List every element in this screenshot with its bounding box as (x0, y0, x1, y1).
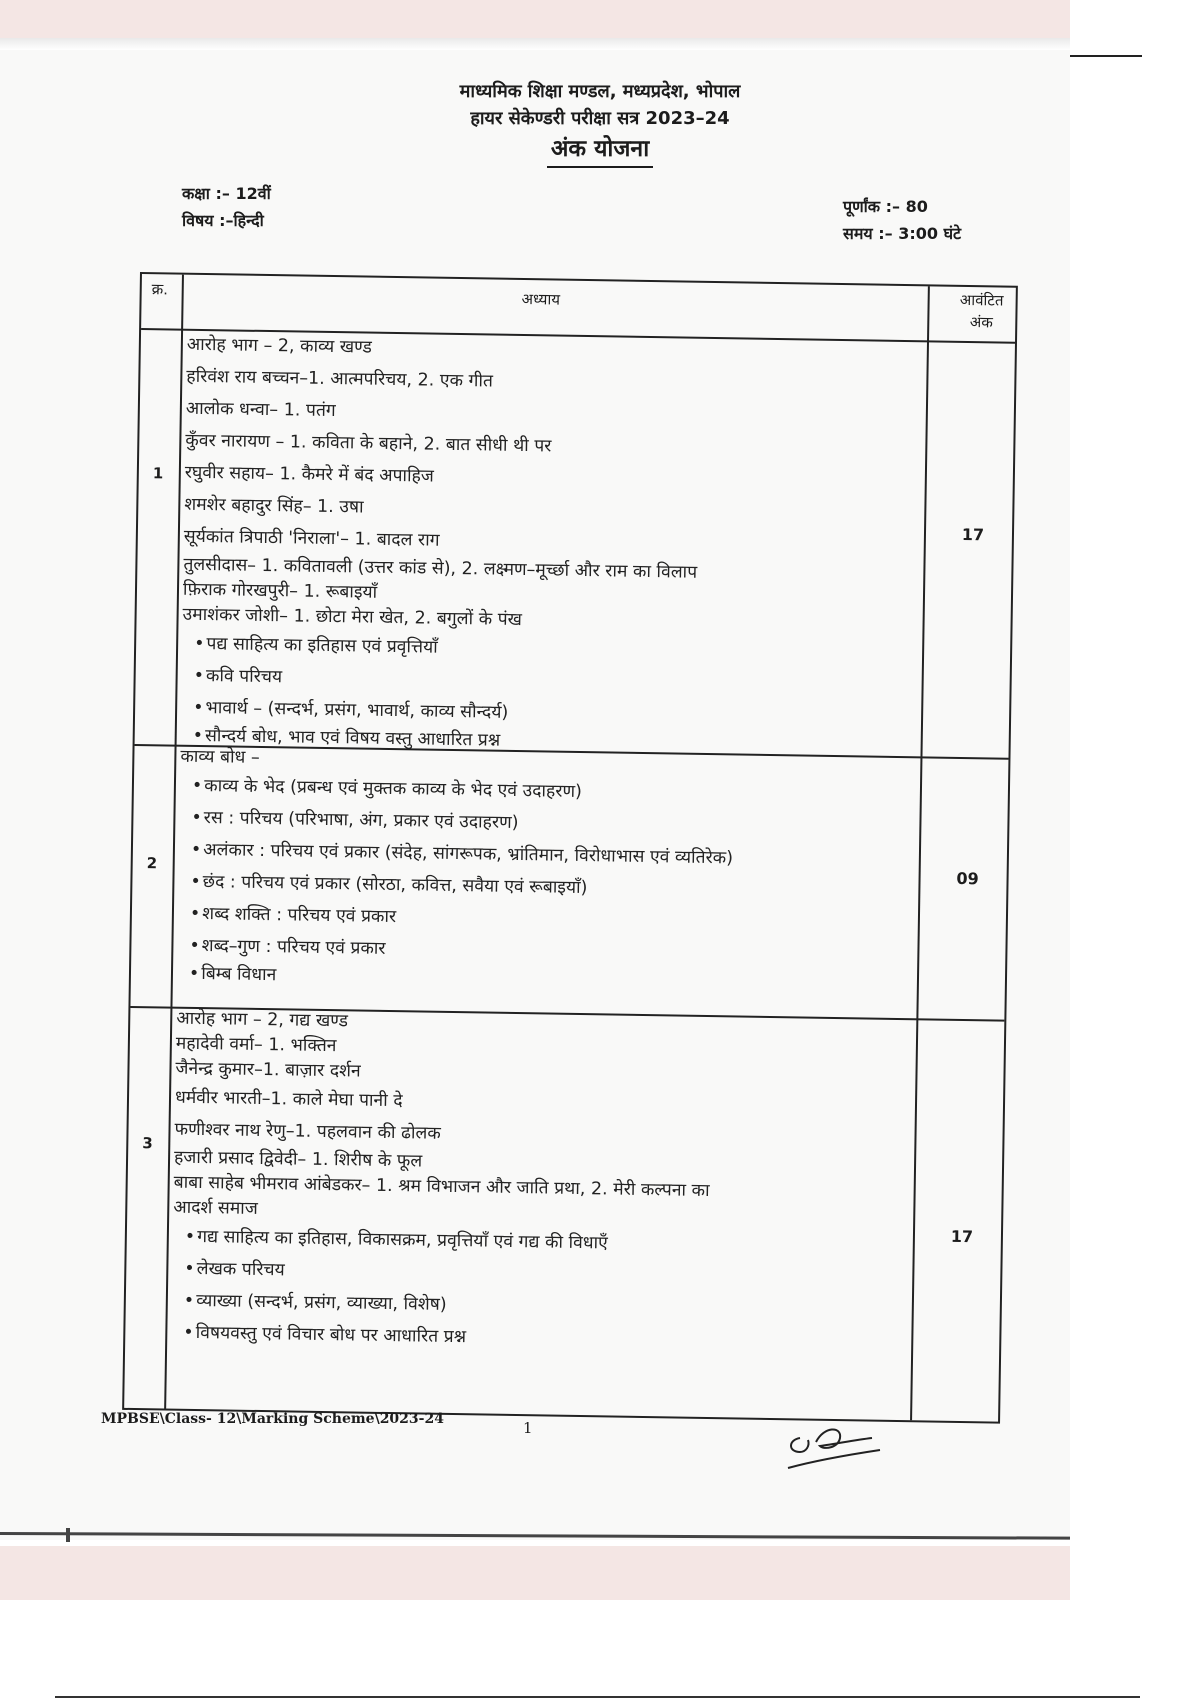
chapter-line: महादेवी वर्मा– 1. भक्तिन (175, 1033, 337, 1057)
bullet-item: • भावार्थ – (सन्दर्भ, प्रसंग, भावार्थ, काव्य सौन्दर्य) (181, 692, 849, 734)
chapter-line: आरोह भाग – 2, गद्य खण्ड (176, 1008, 349, 1032)
bullet-item: • सौन्दर्य बोध, भाव एवं विषय वस्तु आधारित प्रश्न (181, 724, 849, 759)
total-marks-label: पूर्णांक :– 80 (843, 197, 928, 216)
row-content (181, 329, 856, 759)
chapter-line: उमाशंकर जोशी– 1. छोटा मेरा खेत, 2. बगुलों के पंख (182, 604, 523, 631)
chapter-line: आलोक धन्वा– 1. पतंग (185, 398, 336, 422)
header-marks-line2: अंक (969, 313, 993, 332)
row-content (177, 745, 849, 997)
signature-icon (780, 1418, 900, 1478)
header-marks (941, 289, 1022, 334)
scan-top-band (0, 0, 1070, 38)
bullet-item: • गद्य साहित्य का इतिहास, विकासक्रम, प्रवृत्तियाँ एवं गद्य की विधाएँ (173, 1221, 841, 1263)
row-marks: 09 (956, 868, 979, 889)
chapter-line: काव्य बोध – (180, 746, 260, 768)
chapter-line: फ़िराक गोरखपुरी– 1. रूबाइयाँ (182, 579, 378, 603)
scan-top-shadow (0, 38, 1070, 50)
page-edge-tick (66, 1528, 70, 1542)
chapter-line: हरिवंश राय बच्चन–1. आत्मपरिचय, 2. एक गीत (186, 366, 494, 392)
bullet-item: • बिम्ब विधान (177, 962, 845, 997)
class-label: कक्षा :– 12वीं (182, 184, 271, 203)
bullet-item: • लेखक परिचय (172, 1253, 840, 1295)
chapter-line: तुलसीदास– 1. कवितावली (उत्तर कांड से), 2. लक्ष्मण–मूर्च्छा और राम का विलाप (183, 554, 698, 583)
row-number: 2 (146, 854, 158, 873)
page-number: 1 (523, 1419, 533, 1437)
chapter-line: फणीश्वर नाथ रेणु–1. पहलवान की ढोलक (174, 1119, 441, 1144)
chapter-line: हजारी प्रसाद द्विवेदी– 1. शिरीष के फूल (173, 1147, 423, 1172)
chapter-line: जैनेन्द्र कुमार–1. बाज़ार दर्शन (175, 1058, 361, 1082)
chapter-line: आदर्श समाज (173, 1197, 258, 1219)
class-subject-info (182, 180, 271, 234)
row-number: 1 (152, 464, 164, 483)
exam-session: हायर सेकेण्डरी परीक्षा सत्र 2023–24 (470, 108, 730, 129)
bullet-item: • विषयवस्तु एवं विचार बोध पर आधारित प्रश्न (171, 1317, 839, 1359)
scan-bottom-line (55, 1696, 1140, 1698)
header-sno: क्र. (151, 280, 169, 299)
bullet-item: • शब्द शक्ति : परिचय एवं प्रकार (178, 898, 846, 940)
chapter-line: रघुवीर सहाय– 1. कैमरे में बंद अपाहिज (184, 462, 434, 487)
bullet-item: • शब्द–गुण : परिचय एवं प्रकार (177, 930, 845, 972)
document-header (300, 78, 900, 168)
chapter-line: कुँवर नारायण – 1. कविता के बहाने, 2. बात सीधी थी पर (185, 430, 552, 457)
bullet-item: • रस : परिचय (परिभाषा, अंग, प्रकार एवं उदाहरण) (179, 802, 847, 844)
bullet-item: • कवि परिचय (181, 660, 849, 702)
bullet-item: • पद्य साहित्य का इतिहास एवं प्रवृत्तियाँ (182, 628, 850, 670)
header-marks-line1: आवंटित (959, 290, 1004, 310)
board-name: माध्यमिक शिक्षा मण्डल, मध्यप्रदेश, भोपाल (459, 81, 741, 102)
row-number: 3 (142, 1134, 153, 1153)
chapter-line: आरोह भाग – 2, काव्य खण्ड (186, 334, 372, 358)
subject-label: विषय :–हिन्दी (182, 211, 264, 230)
marking-scheme-table (122, 272, 1018, 1424)
bullet-item: • छंद : परिचय एवं प्रकार (सोरठा, कवित्त, सवैया एवं रूबाइयाँ) (178, 866, 846, 908)
header-chapter: अध्याय (521, 289, 561, 309)
chapter-line: सूर्यकांत त्रिपाठी 'निराला'– 1. बादल राग (183, 526, 440, 551)
column-divider (910, 286, 930, 1420)
time-label: समय :– 3:00 घंटे (843, 224, 962, 243)
scan-bottom-band (0, 1546, 1070, 1600)
scan-edge-line (1070, 55, 1142, 57)
chapter-line: धर्मवीर भारती–1. काले मेघा पानी दे (174, 1087, 403, 1112)
document-title: अंक योजना (547, 132, 653, 168)
chapter-line: बाबा साहेब भीमराव आंबेडकर– 1. श्रम विभाजन और जाति प्रथा, 2. मेरी कल्पना का (173, 1172, 710, 1202)
bullet-item: • व्याख्या (सन्दर्भ, प्रसंग, व्याख्या, विशेष) (172, 1285, 840, 1327)
row-marks: 17 (961, 524, 985, 545)
footer-file-path: MPBSE\Class- 12\Marking Scheme\2023-24 (101, 1411, 444, 1427)
chapter-line: शमशेर बहादुर सिंह– 1. उषा (184, 494, 364, 518)
row-marks: 17 (950, 1226, 974, 1247)
bullet-item: • अलंकार : परिचय एवं प्रकार (संदेह, सांगरूपक, भ्रांतिमान, विरोधाभास एवं व्यतिरेक) (179, 834, 847, 876)
bullet-item: • काव्य के भेद (प्रबन्ध एवं मुक्तक काव्य के भेद एवं उदाहरण) (180, 770, 848, 812)
marks-time-info (843, 193, 961, 247)
row-content (171, 1007, 844, 1359)
